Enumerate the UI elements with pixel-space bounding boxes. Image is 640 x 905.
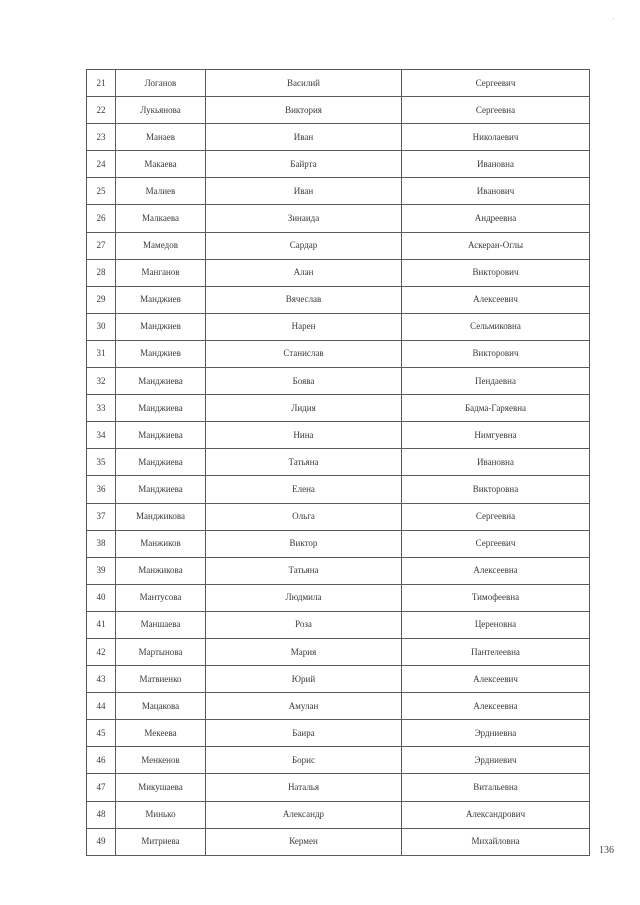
surname-cell: Манжикова	[116, 557, 206, 584]
patronymic-cell: Эрдниевна	[402, 720, 590, 747]
surname-cell: Макаева	[116, 151, 206, 178]
row-number-cell: 44	[87, 693, 116, 720]
surname-cell: Мамедов	[116, 232, 206, 259]
surname-cell: Минько	[116, 801, 206, 828]
row-number-cell: 45	[87, 720, 116, 747]
row-number-cell: 43	[87, 666, 116, 693]
row-number-cell: 28	[87, 259, 116, 286]
row-number-cell: 47	[87, 774, 116, 801]
table-row	[87, 666, 590, 693]
row-number-cell: 49	[87, 828, 116, 855]
first-name-cell: Кермен	[206, 828, 402, 855]
surname-cell: Манджиева	[116, 476, 206, 503]
first-name-cell: Байрта	[206, 151, 402, 178]
row-number-cell: 34	[87, 422, 116, 449]
first-name-cell: Иван	[206, 178, 402, 205]
row-number-cell: 32	[87, 368, 116, 395]
table-row	[87, 503, 590, 530]
row-number-cell: 39	[87, 557, 116, 584]
surname-cell: Малиев	[116, 178, 206, 205]
patronymic-cell: Иванович	[402, 178, 590, 205]
row-number-cell: 27	[87, 232, 116, 259]
first-name-cell: Елена	[206, 476, 402, 503]
patronymic-cell: Николаевич	[402, 124, 590, 151]
row-number-cell: 21	[87, 70, 116, 97]
table-row	[87, 801, 590, 828]
row-number-cell: 41	[87, 611, 116, 638]
table-row	[87, 747, 590, 774]
first-name-cell: Нарен	[206, 313, 402, 340]
patronymic-cell: Аскеран-Оглы	[402, 232, 590, 259]
table-row	[87, 232, 590, 259]
surname-cell: Логанов	[116, 70, 206, 97]
first-name-cell: Василий	[206, 70, 402, 97]
row-number-cell: 37	[87, 503, 116, 530]
patronymic-cell: Александрович	[402, 801, 590, 828]
row-number-cell: 24	[87, 151, 116, 178]
first-name-cell: Зинаида	[206, 205, 402, 232]
patronymic-cell: Викторовна	[402, 476, 590, 503]
table-row	[87, 449, 590, 476]
patronymic-cell: Витальевна	[402, 774, 590, 801]
row-number-cell: 38	[87, 530, 116, 557]
surname-cell: Манджиев	[116, 313, 206, 340]
patronymic-cell: Сельмиковна	[402, 313, 590, 340]
row-number-cell: 35	[87, 449, 116, 476]
row-number-cell: 42	[87, 638, 116, 665]
first-name-cell: Мария	[206, 638, 402, 665]
roster-table	[86, 69, 590, 856]
table-row	[87, 720, 590, 747]
surname-cell: Мацакова	[116, 693, 206, 720]
patronymic-cell: Эрдниевич	[402, 747, 590, 774]
table-row	[87, 693, 590, 720]
first-name-cell: Ольга	[206, 503, 402, 530]
patronymic-cell: Алексеевич	[402, 286, 590, 313]
row-number-cell: 25	[87, 178, 116, 205]
patronymic-cell: Сергеевна	[402, 97, 590, 124]
table-row	[87, 124, 590, 151]
first-name-cell: Александр	[206, 801, 402, 828]
table-row	[87, 313, 590, 340]
table-row	[87, 205, 590, 232]
first-name-cell: Борис	[206, 747, 402, 774]
first-name-cell: Алан	[206, 259, 402, 286]
row-number-cell: 29	[87, 286, 116, 313]
first-name-cell: Вячеслав	[206, 286, 402, 313]
patronymic-cell: Тимофеевна	[402, 584, 590, 611]
patronymic-cell: Ивановна	[402, 151, 590, 178]
patronymic-cell: Сергеевна	[402, 503, 590, 530]
patronymic-cell: Алексеевна	[402, 557, 590, 584]
patronymic-cell: Алексеевич	[402, 666, 590, 693]
first-name-cell: Виктория	[206, 97, 402, 124]
first-name-cell: Амулан	[206, 693, 402, 720]
surname-cell: Мантусова	[116, 584, 206, 611]
patronymic-cell: Алексеевна	[402, 693, 590, 720]
surname-cell: Манджиева	[116, 422, 206, 449]
surname-cell: Матвиенко	[116, 666, 206, 693]
table-row	[87, 774, 590, 801]
table-row	[87, 828, 590, 855]
surname-cell: Манджикова	[116, 503, 206, 530]
table-row	[87, 286, 590, 313]
row-number-cell: 23	[87, 124, 116, 151]
surname-cell: Манжиков	[116, 530, 206, 557]
surname-cell: Маншаева	[116, 611, 206, 638]
row-number-cell: 46	[87, 747, 116, 774]
surname-cell: Лукьянова	[116, 97, 206, 124]
table-row	[87, 70, 590, 97]
patronymic-cell: Сергеевич	[402, 70, 590, 97]
table-row	[87, 611, 590, 638]
surname-cell: Малкаева	[116, 205, 206, 232]
surname-cell: Манджиев	[116, 340, 206, 367]
surname-cell: Микушаева	[116, 774, 206, 801]
patronymic-cell: Михайловна	[402, 828, 590, 855]
surname-cell: Манджиева	[116, 449, 206, 476]
first-name-cell: Лидия	[206, 395, 402, 422]
first-name-cell: Виктор	[206, 530, 402, 557]
table-row	[87, 259, 590, 286]
surname-cell: Мартынова	[116, 638, 206, 665]
surname-cell: Манджиев	[116, 286, 206, 313]
surname-cell: Манганов	[116, 259, 206, 286]
patronymic-cell: Бадма-Гаряевна	[402, 395, 590, 422]
row-number-cell: 36	[87, 476, 116, 503]
page-number: 136	[599, 845, 614, 856]
row-number-cell: 40	[87, 584, 116, 611]
patronymic-cell: Нимгуевна	[402, 422, 590, 449]
first-name-cell: Сардар	[206, 232, 402, 259]
first-name-cell: Иван	[206, 124, 402, 151]
surname-cell: Манджиева	[116, 395, 206, 422]
patronymic-cell: Викторович	[402, 259, 590, 286]
first-name-cell: Наталья	[206, 774, 402, 801]
first-name-cell: Баира	[206, 720, 402, 747]
table-row	[87, 530, 590, 557]
patronymic-cell: Викторович	[402, 340, 590, 367]
surname-cell: Мекеева	[116, 720, 206, 747]
table-row	[87, 340, 590, 367]
table-row	[87, 395, 590, 422]
row-number-cell: 48	[87, 801, 116, 828]
first-name-cell: Татьяна	[206, 557, 402, 584]
surname-cell: Манаев	[116, 124, 206, 151]
table-row	[87, 557, 590, 584]
first-name-cell: Юрий	[206, 666, 402, 693]
row-number-cell: 30	[87, 313, 116, 340]
table-row	[87, 178, 590, 205]
surname-cell: Менкенов	[116, 747, 206, 774]
surname-cell: Митриева	[116, 828, 206, 855]
patronymic-cell: Цереновна	[402, 611, 590, 638]
table-row	[87, 368, 590, 395]
row-number-cell: 26	[87, 205, 116, 232]
table-row	[87, 422, 590, 449]
patronymic-cell: Пантелеевна	[402, 638, 590, 665]
table-row	[87, 476, 590, 503]
corner-mark: '	[612, 18, 614, 24]
patronymic-cell: Пендаевна	[402, 368, 590, 395]
patronymic-cell: Сергеевич	[402, 530, 590, 557]
row-number-cell: 22	[87, 97, 116, 124]
roster-table-body	[87, 70, 590, 856]
patronymic-cell: Ивановна	[402, 449, 590, 476]
first-name-cell: Роза	[206, 611, 402, 638]
table-row	[87, 151, 590, 178]
first-name-cell: Нина	[206, 422, 402, 449]
first-name-cell: Станислав	[206, 340, 402, 367]
table-row	[87, 584, 590, 611]
first-name-cell: Боява	[206, 368, 402, 395]
table-row	[87, 97, 590, 124]
patronymic-cell: Андреевна	[402, 205, 590, 232]
table-row	[87, 638, 590, 665]
first-name-cell: Людмила	[206, 584, 402, 611]
surname-cell: Манджиева	[116, 368, 206, 395]
row-number-cell: 31	[87, 340, 116, 367]
row-number-cell: 33	[87, 395, 116, 422]
first-name-cell: Татьяна	[206, 449, 402, 476]
